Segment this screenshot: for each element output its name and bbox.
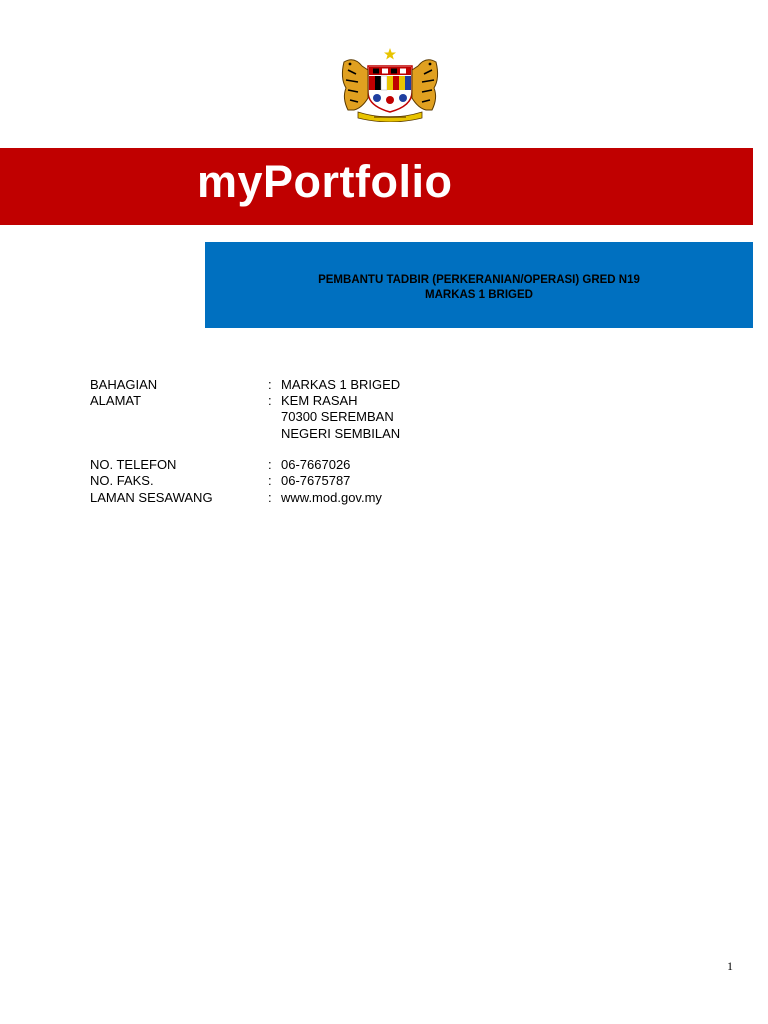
- alamat-colon: :: [268, 393, 272, 408]
- laman-label: LAMAN SESAWANG: [90, 490, 213, 505]
- telefon-label: NO. TELEFON: [90, 457, 177, 472]
- bahagian-colon: :: [268, 377, 272, 392]
- position-title: PEMBANTU TADBIR (PERKERANIAN/OPERASI) GRED N19: [318, 274, 640, 286]
- faks-label: NO. FAKS.: [90, 473, 154, 488]
- alamat-line-1: KEM RASAH: [281, 393, 358, 408]
- telefon-colon: :: [268, 457, 272, 472]
- faks-value: 06-7675787: [281, 473, 351, 488]
- faks-colon: :: [268, 473, 272, 488]
- bahagian-value: MARKAS 1 BRIGED: [281, 377, 401, 392]
- position-unit: MARKAS 1 BRIGED: [425, 289, 533, 301]
- alamat-line-2: 70300 SEREMBAN: [281, 409, 394, 424]
- alamat-line-3: NEGERI SEMBILAN: [281, 426, 401, 441]
- page-title: myPortfolio: [197, 156, 453, 207]
- page-number: 1: [727, 959, 733, 973]
- alamat-label: ALAMAT: [90, 393, 142, 408]
- laman-value: www.mod.gov.my: [281, 490, 382, 505]
- bahagian-label: BAHAGIAN: [90, 377, 158, 392]
- laman-colon: :: [268, 490, 272, 505]
- telefon-value: 06-7667026: [281, 457, 351, 472]
